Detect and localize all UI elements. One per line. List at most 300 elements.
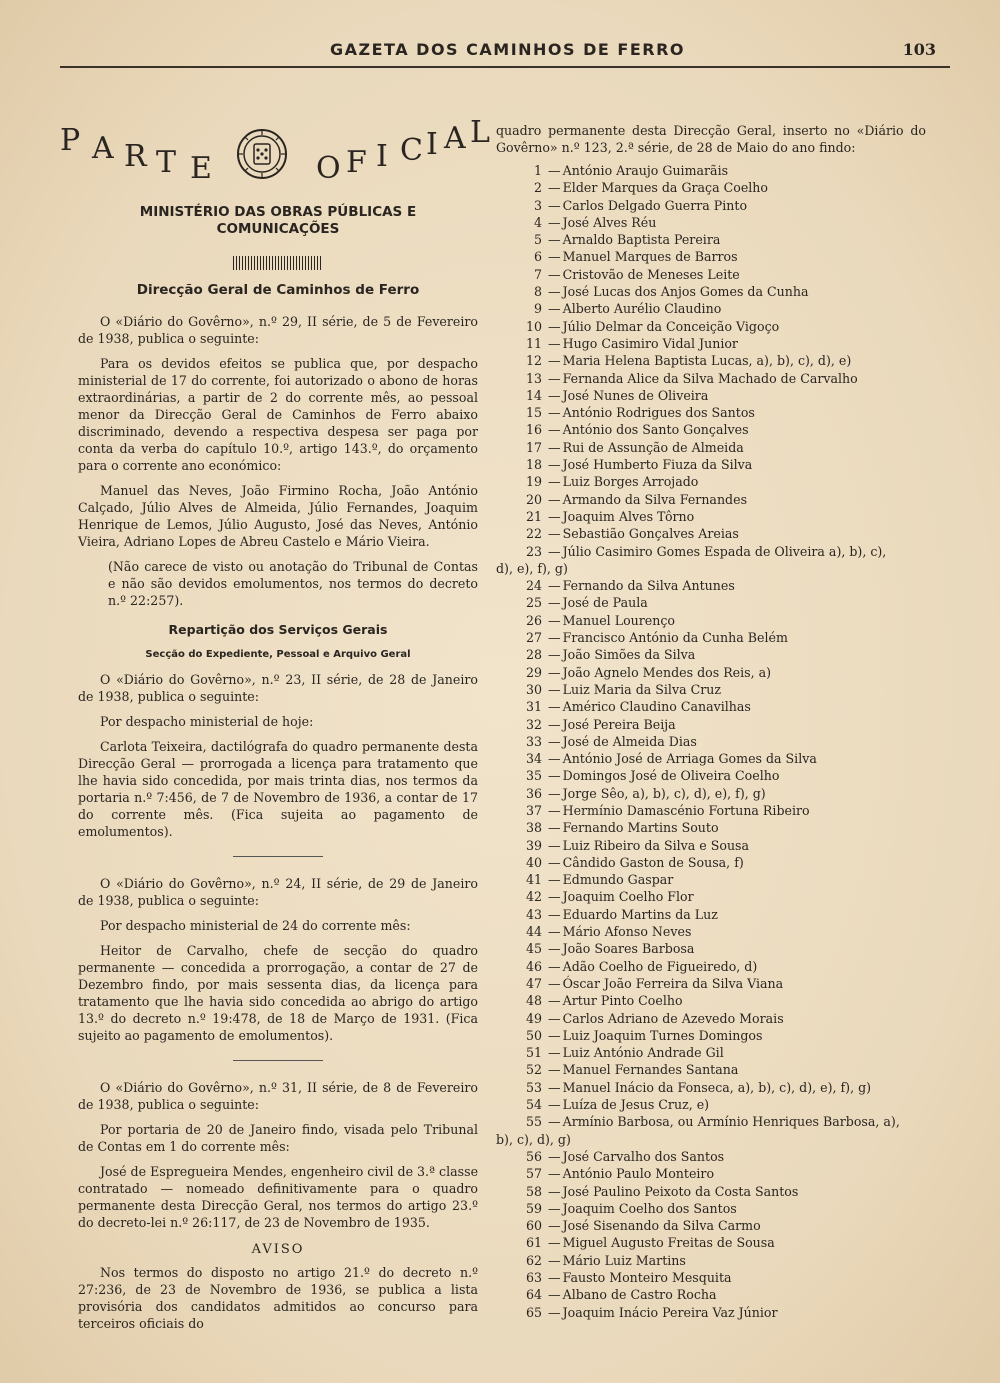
dash-separator: —: [548, 422, 561, 438]
list-item-name: Manuel Fernandes Santana: [562, 1062, 739, 1078]
list-item: [496, 404, 926, 421]
list-item-name: Fausto Monteiro Mesquita: [562, 1270, 732, 1285]
dash-separator: —: [548, 457, 561, 473]
list-item: [496, 1044, 926, 1061]
list-item: [496, 387, 926, 404]
list-item-number: 56: [525, 1148, 542, 1164]
list-item-name: João Simões da Silva: [562, 647, 696, 663]
list-item: [496, 906, 926, 923]
header-rule: [60, 66, 950, 68]
list-item: [496, 923, 926, 940]
list-item-number: 46: [525, 958, 542, 974]
dash-separator: —: [548, 958, 561, 974]
list-item-number: 28: [525, 647, 542, 663]
list-item-name: José Carvalho dos Santos: [562, 1148, 725, 1164]
dash-separator: —: [548, 716, 561, 732]
list-item: [496, 716, 926, 733]
list-item-name: Alberto Aurélio Claudino: [562, 301, 722, 317]
dash-separator: —: [548, 180, 561, 196]
dash-separator: —: [548, 508, 561, 524]
list-item: [496, 543, 926, 560]
list-item-name: Cândido Gaston de Sousa, f): [562, 854, 744, 870]
list-item-number: 58: [525, 1183, 542, 1199]
dash-separator: —: [548, 647, 561, 663]
list-item-number: 18: [525, 457, 542, 473]
separator-rule: [233, 856, 323, 857]
dash-separator: —: [548, 387, 561, 403]
list-item: [496, 214, 926, 231]
aviso-heading: AVISO: [251, 1242, 305, 1257]
list-item: [496, 335, 926, 352]
list-item: [496, 1234, 926, 1251]
list-item-number: 33: [525, 733, 542, 749]
list-item-number: 45: [525, 941, 542, 957]
dash-separator: —: [548, 1200, 561, 1216]
dash-separator: —: [548, 630, 561, 646]
dash-separator: —: [548, 751, 561, 767]
dash-separator: —: [548, 664, 561, 680]
list-item: [496, 854, 926, 871]
list-item-name: José Alves Réu: [562, 214, 657, 230]
list-item-number: 22: [525, 526, 542, 542]
list-item-number: 20: [525, 491, 542, 507]
list-item-name: Adão Coelho de Figueiredo, d): [562, 958, 758, 974]
dash-separator: —: [548, 439, 561, 455]
dash-separator: —: [548, 837, 561, 853]
list-item-number: 65: [525, 1304, 542, 1320]
list-item-name: António José de Arriaga Gomes da Silva: [562, 751, 817, 767]
list-item-number: 3: [533, 197, 542, 213]
list-item: [496, 1165, 926, 1182]
list-item: [496, 888, 926, 905]
list-item-number: 12: [525, 353, 542, 369]
dash-separator: —: [548, 872, 561, 888]
dash-separator: —: [548, 854, 561, 870]
list-item-number: 17: [525, 439, 542, 455]
list-item-number: 55: [525, 1114, 542, 1130]
subsection-heading: Secção do Expediente, Pessoal e Arquivo Geral: [145, 649, 411, 660]
list-item-number: 25: [525, 595, 542, 611]
list-item-name: António Rodrigues dos Santos: [562, 405, 755, 421]
list-item-name: João Agnelo Mendes dos Reis, a): [562, 664, 772, 680]
left-column: [60, 115, 500, 1340]
list-item-number: 36: [525, 785, 542, 801]
dash-separator: —: [548, 681, 561, 697]
list-item-number: 26: [525, 612, 542, 628]
page-number: 103: [902, 40, 936, 59]
list-item-name: Arnaldo Baptista Pereira: [562, 232, 721, 248]
list-item-number: 23: [525, 543, 542, 559]
list-item-name: Artur Pinto Coelho: [562, 993, 683, 1009]
ministry-heading: MINISTÉRIO DAS OBRAS PÚBLICAS E COMUNICAÇÕES: [139, 204, 417, 237]
list-item-name: d), e), f), g): [496, 560, 568, 576]
banner-letter: A: [92, 131, 124, 166]
paragraph: Manuel das Neves, João Firmino Rocha, João António Calçado, Júlio Alves de Almeida, Júlio Fernandes, Joaquim Henrique de Lemos, Júlio Augusto, José das Neves, António Vieira, Adriano Lopes de Abreu Castelo e Mário Vieira.: [78, 483, 478, 549]
list-item-name: Carlos Delgado Guerra Pinto: [562, 197, 748, 213]
dash-separator: —: [548, 1079, 561, 1095]
list-item: [496, 594, 926, 611]
dash-separator: —: [548, 249, 561, 265]
list-item-name: Luiz Ribeiro da Silva e Sousa: [562, 837, 750, 853]
list-item: [496, 958, 926, 975]
list-item: [496, 1010, 926, 1027]
list-item-number: 41: [525, 872, 542, 888]
list-item-name: b), c), d), g): [496, 1131, 571, 1147]
list-item: [496, 940, 926, 957]
list-item-name: Cristovão de Meneses Leite: [562, 266, 740, 282]
list-item-name: José Pereira Beija: [562, 716, 676, 732]
banner-letter: E: [190, 151, 222, 186]
paragraph: O «Diário do Govêrno», n.º 23, II série, de 28 de Janeiro de 1938, publica o seguinte:: [78, 672, 478, 704]
list-item-number: 14: [525, 387, 542, 403]
list-item: [496, 283, 926, 300]
dash-separator: —: [548, 353, 561, 369]
list-item: [496, 456, 926, 473]
list-item-name: António Paulo Monteiro: [562, 1166, 715, 1182]
dash-separator: —: [548, 802, 561, 818]
list-item-number: 37: [525, 802, 542, 818]
dash-separator: —: [548, 612, 561, 628]
dash-separator: —: [548, 595, 561, 611]
list-item-number: 29: [525, 664, 542, 680]
right-column: [496, 122, 926, 1321]
dash-separator: —: [548, 1287, 561, 1303]
list-item-number: 35: [525, 768, 542, 784]
dash-separator: —: [548, 163, 561, 178]
list-item: [496, 508, 926, 525]
separator-rule: [233, 1060, 323, 1061]
list-item: [496, 1304, 926, 1321]
list-item-name: Fernando Martins Souto: [562, 820, 719, 836]
dash-separator: —: [548, 1027, 561, 1043]
list-item-name: Joaquim Inácio Pereira Vaz Júnior: [562, 1304, 778, 1320]
paragraph: Para os devidos efeitos se publica que, por despacho ministerial de 17 do corrente, foi autorizado o abono de horas extraordinárias, a partir de 2 do corrente mês, ao pessoal menor da Direcção Geral de Caminhos de Ferro abaixo discriminado, devendo a respectiva despesa ser paga por conta da verba do capítulo 10.º, artigo 143.º, do orçamento para o corrente ano económico:: [78, 356, 478, 473]
list-item-name: Luiz Borges Arrojado: [562, 474, 699, 490]
list-item: [496, 1252, 926, 1269]
list-item-name: Edmundo Gaspar: [562, 872, 674, 888]
list-item-number: 8: [533, 284, 542, 300]
paragraph: Por despacho ministerial de 24 do corrente mês:: [100, 918, 411, 933]
dash-separator: —: [548, 699, 561, 715]
banner-letter: I: [376, 139, 398, 174]
list-item: [496, 162, 926, 179]
dash-separator: —: [548, 1304, 561, 1320]
list-item-number: 50: [525, 1027, 542, 1043]
list-item-number: 54: [525, 1097, 542, 1113]
list-item-name: Mário Luiz Martins: [562, 1252, 686, 1268]
list-item: [496, 473, 926, 490]
list-item-name: Manuel Marques de Barros: [562, 249, 738, 265]
list-item: [496, 300, 926, 317]
list-item: [496, 785, 926, 802]
list-item-name: Júlio Delmar da Conceição Vigoço: [562, 318, 780, 334]
list-item-name: Jorge Sêo, a), b), c), d), e), f), g): [562, 785, 766, 801]
list-item: [496, 698, 926, 715]
list-item-name: José Sisenando da Silva Carmo: [562, 1218, 761, 1234]
list-item: [496, 1131, 926, 1148]
banner-letter: A: [444, 121, 476, 156]
paragraph: O «Diário do Govêrno», n.º 29, II série, de 5 de Fevereiro de 1938, publica o seguinte:: [78, 314, 478, 346]
list-item-number: 24: [525, 578, 542, 594]
list-item-name: Maria Helena Baptista Lucas, a), b), c), d), e): [562, 353, 852, 369]
list-item: [496, 1096, 926, 1113]
list-item: [496, 837, 926, 854]
dash-separator: —: [548, 993, 561, 1009]
list-item: [496, 197, 926, 214]
list-item-name: Hermínio Damascénio Fortuna Ribeiro: [562, 802, 810, 818]
dash-separator: —: [548, 197, 561, 213]
list-item: [496, 1183, 926, 1200]
list-item: [496, 370, 926, 387]
list-item: [496, 664, 926, 681]
dash-separator: —: [548, 526, 561, 542]
list-item-number: 16: [525, 422, 542, 438]
dash-separator: —: [548, 1218, 561, 1234]
list-item-number: 9: [533, 301, 542, 317]
dash-separator: —: [548, 578, 561, 594]
list-item-name: Américo Claudino Canavilhas: [562, 699, 751, 715]
list-item: [496, 646, 926, 663]
list-item: [496, 491, 926, 508]
list-item: [496, 525, 926, 542]
list-item: [496, 439, 926, 456]
dash-separator: —: [548, 266, 561, 282]
dash-separator: —: [548, 1114, 561, 1130]
paragraph: Heitor de Carvalho, chefe de secção do quadro permanente — concedida a prorrogação, a contar de 27 de Dezembro findo, por mais sessenta dias, da licença para tratamento que lhe havia sido concedida ao abrigo do artigo 13.º do decreto n.º 19:478, de 18 de Março de 1931. (Fica sujeito ao pagamento de emolumentos).: [78, 943, 478, 1043]
list-item-name: Albano de Castro Rocha: [562, 1287, 717, 1303]
list-item-name: José Nunes de Oliveira: [562, 387, 709, 403]
list-item-name: Domingos José de Oliveira Coelho: [562, 768, 780, 784]
list-item-number: 32: [525, 716, 542, 732]
coat-of-arms-icon: [236, 128, 288, 180]
list-item-number: 43: [525, 906, 542, 922]
list-item-number: 34: [525, 751, 542, 767]
list-item: [496, 612, 926, 629]
list-item-number: 21: [525, 508, 542, 524]
list-item-name: Óscar João Ferreira da Silva Viana: [562, 975, 784, 991]
dash-separator: —: [548, 820, 561, 836]
banner-letter: O: [316, 151, 351, 186]
list-item-number: 48: [525, 993, 542, 1009]
list-item: [496, 248, 926, 265]
list-item-name: Manuel Inácio da Fonseca, a), b), c), d), e), f), g): [562, 1079, 872, 1095]
banner-letter: I: [426, 127, 448, 162]
list-item: [496, 1269, 926, 1286]
list-item-name: João Soares Barbosa: [562, 941, 695, 957]
list-item-name: Armando da Silva Fernandes: [562, 491, 748, 507]
list-item-number: 61: [525, 1235, 542, 1251]
list-item-name: Sebastião Gonçalves Areias: [562, 526, 739, 542]
paragraph: Por portaria de 20 de Janeiro findo, visada pelo Tribunal de Contas em 1 do corrente mês:: [78, 1122, 478, 1154]
list-item-number: 27: [525, 630, 542, 646]
list-item: [496, 819, 926, 836]
dash-separator: —: [548, 889, 561, 905]
list-item-number: 15: [525, 405, 542, 421]
list-item: [496, 1061, 926, 1078]
dash-separator: —: [548, 1097, 561, 1113]
list-item-number: 19: [525, 474, 542, 490]
list-item: [496, 750, 926, 767]
list-item-number: 44: [525, 924, 542, 940]
dash-separator: —: [548, 1010, 561, 1026]
banner-letter: C: [400, 133, 433, 168]
dash-separator: —: [548, 975, 561, 991]
header-title: GAZETA DOS CAMINHOS DE FERRO: [330, 40, 686, 59]
dash-separator: —: [548, 318, 561, 334]
list-item-name: Júlio Casimiro Gomes Espada de Oliveira a), b), c),: [562, 543, 887, 559]
list-item-name: António dos Santo Gonçalves: [562, 422, 749, 438]
list-item-name: Miguel Augusto Freitas de Sousa: [562, 1235, 775, 1251]
dash-separator: —: [548, 335, 561, 351]
list-item: [496, 231, 926, 248]
paragraph: Por despacho ministerial de hoje:: [100, 714, 314, 729]
list-item-number: 40: [525, 854, 542, 870]
dash-separator: —: [548, 785, 561, 801]
note-paragraph: (Não carece de visto ou anotação do Tribunal de Contas e não são devidos emolumentos, nos termos do decreto n.º 22:257).: [108, 559, 478, 608]
dash-separator: —: [548, 214, 561, 230]
dash-separator: —: [548, 768, 561, 784]
dash-separator: —: [548, 1166, 561, 1182]
list-item: [496, 352, 926, 369]
list-item-number: 53: [525, 1079, 542, 1095]
list-item-number: 6: [533, 249, 542, 265]
dash-separator: —: [548, 733, 561, 749]
list-item-number: 42: [525, 889, 542, 905]
list-item-number: 60: [525, 1218, 542, 1234]
list-item-number: 49: [525, 1010, 542, 1026]
dash-separator: —: [548, 1183, 561, 1199]
list-item: [496, 1200, 926, 1217]
list-item-name: José Lucas dos Anjos Gomes da Cunha: [562, 284, 809, 300]
list-item: [496, 421, 926, 438]
list-item-number: 51: [525, 1045, 542, 1061]
parte-oficial-banner: [60, 115, 500, 200]
list-item-name: Luiz Maria da Silva Cruz: [562, 681, 721, 697]
dash-separator: —: [548, 543, 561, 559]
dash-separator: —: [548, 1270, 561, 1285]
paragraph: José de Espregueira Mendes, engenheiro civil de 3.ª classe contratado — nomeado definitivamente para o quadro permanente desta Direcção Geral, nos termos do artigo 23.º do decreto-lei n.º 26:117, de 23 de Novembro de 1935.: [78, 1164, 479, 1230]
list-item: [496, 560, 926, 577]
list-item: [496, 1286, 926, 1303]
banner-letter: T: [156, 145, 187, 180]
list-item: [496, 767, 926, 784]
list-item-number: 64: [525, 1287, 542, 1303]
list-item: [496, 992, 926, 1009]
list-item: [496, 802, 926, 819]
list-item-name: Eduardo Martins da Luz: [562, 906, 718, 922]
list-item-name: José Paulino Peixoto da Costa Santos: [562, 1183, 799, 1199]
list-item-number: 11: [525, 335, 542, 351]
banner-letter: R: [124, 139, 157, 174]
page-header: [60, 36, 950, 66]
list-item-number: 63: [525, 1270, 542, 1285]
paragraph: Nos termos do disposto no artigo 21.º do decreto n.º 27:236, de 23 de Novembro de 1936, se publica a lista provisória dos candidatos admitidos ao concurso para terceiros oficiais do: [78, 1265, 478, 1331]
list-item-name: Luíza de Jesus Cruz, e): [562, 1097, 710, 1113]
list-item: [496, 1079, 926, 1096]
list-item: [496, 266, 926, 283]
list-item-number: 13: [525, 370, 542, 386]
paragraph: O «Diário do Govêrno», n.º 24, II série, de 29 de Janeiro de 1938, publica o seguinte:: [78, 876, 478, 908]
list-item-name: Luiz Joaquim Turnes Domingos: [562, 1027, 763, 1043]
dash-separator: —: [548, 491, 561, 507]
list-item-name: Rui de Assunção de Almeida: [562, 439, 744, 455]
dash-separator: —: [548, 1148, 561, 1164]
dash-separator: —: [548, 1045, 561, 1061]
list-item-name: Joaquim Alves Tôrno: [562, 508, 695, 524]
candidate-list: [496, 162, 926, 1321]
list-item-name: Armínio Barbosa, ou Armínio Henriques Barbosa, a),: [562, 1114, 900, 1130]
list-item-name: Luiz António Andrade Gil: [562, 1045, 724, 1061]
list-item: [496, 733, 926, 750]
paragraph: Carlota Teixeira, dactilógrafa do quadro permanente desta Direcção Geral — prorrogada a licença para tratamento que lhe havia sido concedida, por mais trinta dias, nos termos da portaria n.º 7:456, de 7 de Novembro de 1936, a contar de 17 do corrente mês. (Fica sujeita ao pagamento de emolumentos).: [78, 739, 478, 839]
list-item-number: 5: [533, 232, 542, 248]
list-item-number: 4: [533, 214, 542, 230]
banner-letter: L: [470, 115, 500, 150]
list-item-number: 30: [525, 681, 542, 697]
directorate-heading: Direcção Geral de Caminhos de Ferro: [136, 282, 420, 298]
dash-separator: —: [548, 474, 561, 490]
dash-separator: —: [548, 906, 561, 922]
list-item: [496, 577, 926, 594]
list-item: [496, 975, 926, 992]
dash-separator: —: [548, 924, 561, 940]
dash-separator: —: [548, 370, 561, 386]
banner-letter: F: [346, 145, 377, 180]
list-item-number: 62: [525, 1252, 542, 1268]
list-item-name: Francisco António da Cunha Belém: [562, 630, 788, 646]
dash-separator: —: [548, 405, 561, 421]
list-item-name: José de Paula: [562, 595, 648, 611]
list-item-number: 39: [525, 837, 542, 853]
list-item: [496, 629, 926, 646]
list-item-name: Manuel Lourenço: [562, 612, 675, 628]
list-item-number: 59: [525, 1200, 542, 1216]
list-item-name: Mário Afonso Neves: [562, 924, 692, 940]
list-item-number: 7: [533, 266, 542, 282]
list-item-number: 2: [533, 180, 542, 196]
list-item-number: 31: [525, 699, 542, 715]
list-item-name: Carlos Adriano de Azevedo Morais: [562, 1010, 784, 1026]
paragraph: O «Diário do Govêrno», n.º 31, II série, de 8 de Fevereiro de 1938, publica o seguinte:: [78, 1080, 478, 1112]
list-item-name: Fernanda Alice da Silva Machado de Carvalho: [562, 370, 858, 386]
list-item-name: Joaquim Coelho dos Santos: [562, 1200, 737, 1216]
list-item-name: José de Almeida Dias: [562, 733, 697, 749]
list-item-number: 1: [533, 163, 542, 178]
dash-separator: —: [548, 232, 561, 248]
list-item-number: 57: [525, 1166, 542, 1182]
dash-separator: —: [548, 1062, 561, 1078]
list-item: [496, 1027, 926, 1044]
list-item: [496, 1148, 926, 1165]
ornament-divider: [233, 256, 323, 270]
dash-separator: —: [548, 941, 561, 957]
list-item: [496, 681, 926, 698]
dash-separator: —: [548, 1252, 561, 1268]
list-item-name: Elder Marques da Graça Coelho: [562, 180, 768, 196]
list-item: [496, 318, 926, 335]
list-item-number: 52: [525, 1062, 542, 1078]
list-item-name: José Humberto Fiuza da Silva: [562, 457, 753, 473]
list-item-name: Fernando da Silva Antunes: [562, 578, 735, 594]
list-item: [496, 1217, 926, 1234]
list-item-number: 47: [525, 975, 542, 991]
list-item-name: Joaquim Coelho Flor: [562, 889, 694, 905]
banner-letter: P: [60, 123, 91, 158]
list-item-name: Hugo Casimiro Vidal Junior: [562, 335, 738, 351]
dash-separator: —: [548, 1235, 561, 1251]
dash-separator: —: [548, 284, 561, 300]
dash-separator: —: [548, 301, 561, 317]
